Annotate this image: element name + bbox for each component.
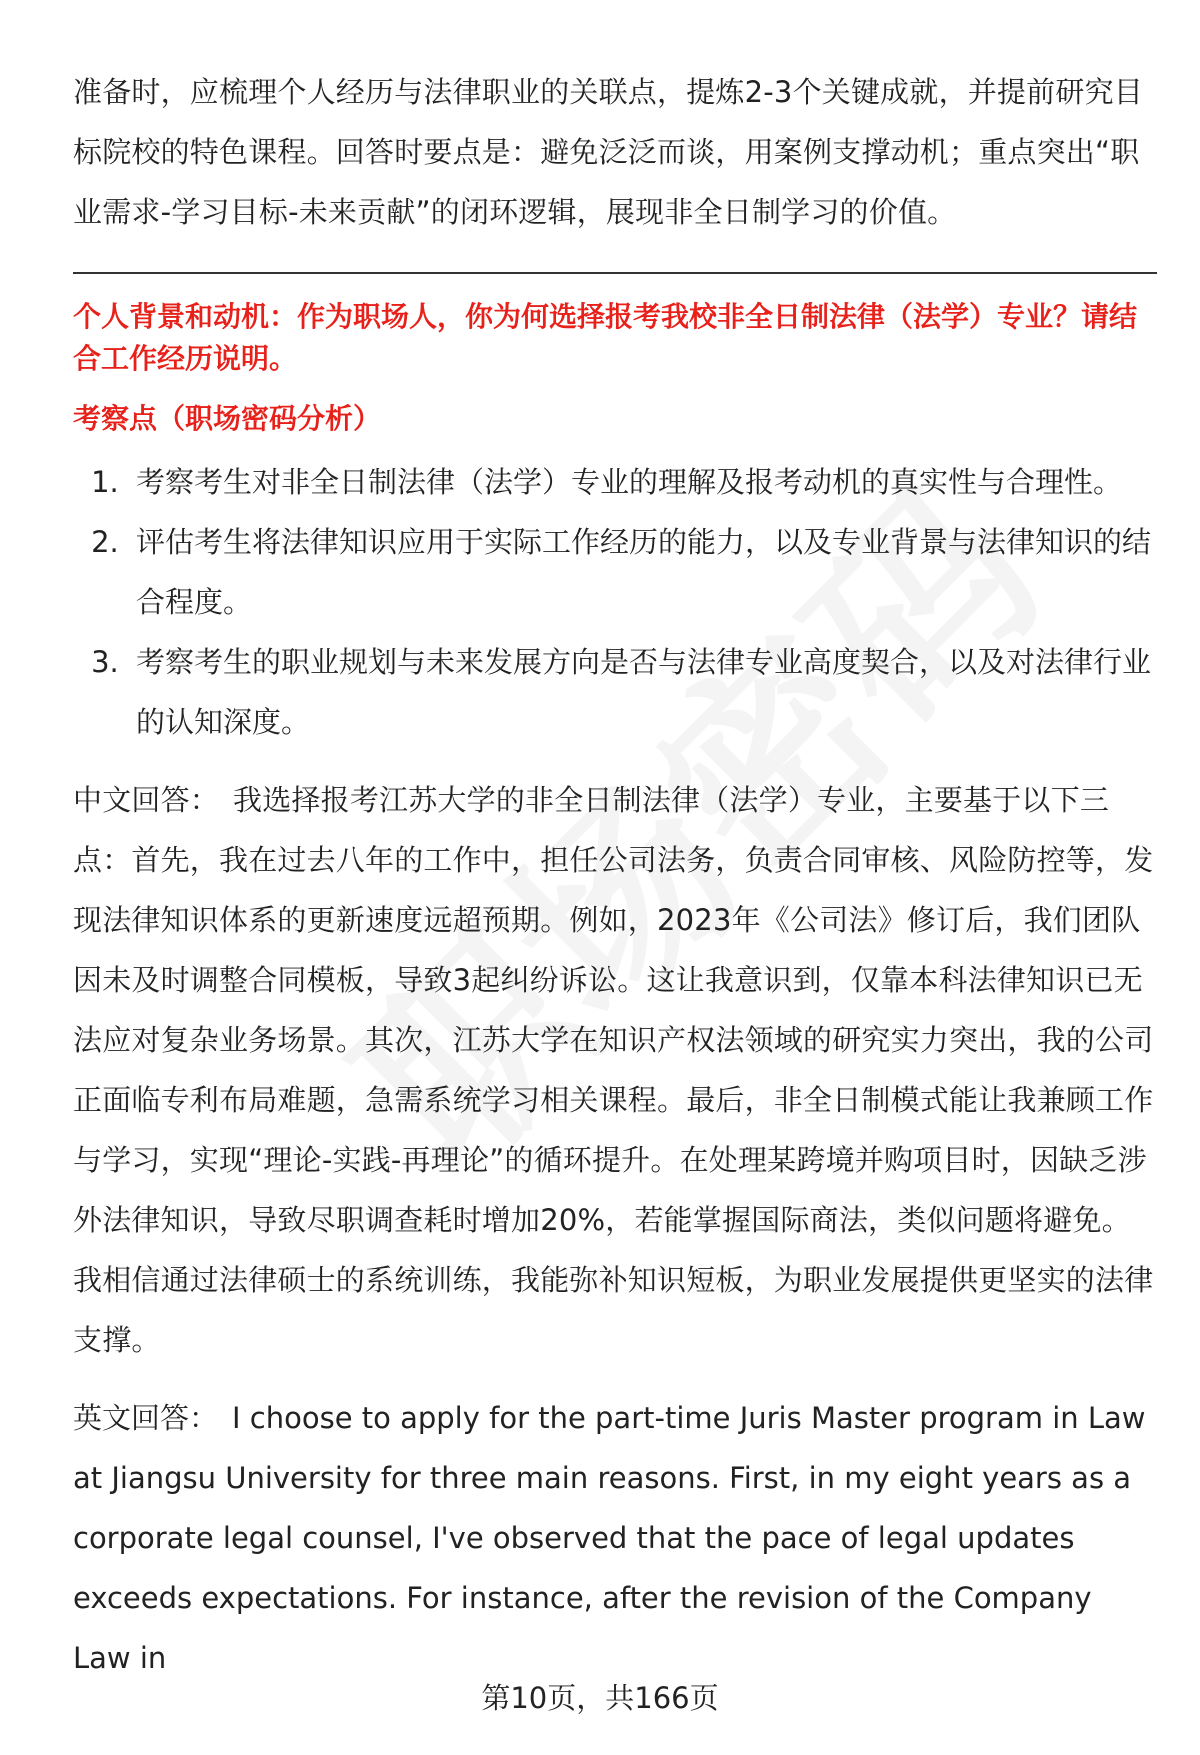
english-answer-text: I choose to apply for the part-time Juris Master program in Law at Jiangsu University for three main reasons. First, in my eight years as a corporate legal counsel, I've observed that the pace of legal updates exceeds expectations. For instance, after the revision of the Company Law in: [73, 1401, 1146, 1675]
chinese-answer-text: 我选择报考江苏大学的非全日制法律（法学）专业，主要基于以下三点：首先，我在过去八年的工作中，担任公司法务，负责合同审核、风险防控等，发现法律知识体系的更新速度远超预期。例如，2023年《公司法》修订后，我们团队因未及时调整合同模板，导致3起纠纷诉讼。这让我意识到，仅靠本科法律知识已无法应对复杂业务场景。其次，江苏大学在知识产权法领域的研究实力突出，我的公司正面临专利布局难题，急需系统学习相关课程。最后，非全日制模式能让我兼顾工作与学习，实现“理论-实践-再理论”的循环提升。在处理某跨境并购项目时，因缺乏涉外法律知识，导致尽职调查耗时增加20%，若能掌握国际商法，类似问题将避免。我相信通过法律硕士的系统训练，我能弥补知识短板，为职业发展提供更坚实的法律支撑。: [73, 783, 1154, 1357]
page-number-footer: 第10页，共166页: [0, 1676, 1200, 1720]
english-answer-label: 英文回答：: [73, 1401, 219, 1435]
assessment-item: 2. 评估考生将法律知识应用于实际工作经历的能力，以及专业背景与法律知识的结合程度。: [128, 512, 1157, 632]
assessment-item: 1. 考察考生对非全日制法律（法学）专业的理解及报考动机的真实性与合理性。: [128, 452, 1157, 512]
interview-question: 个人背景和动机：作为职场人，你为何选择报考我校非全日制法律（法学）专业？请结合工作经历说明。: [73, 300, 1138, 375]
chinese-answer-label: 中文回答：: [73, 783, 220, 817]
section-divider: [73, 272, 1157, 274]
assessment-list: [73, 452, 1157, 752]
assessment-heading: 考察点（职场密码分析）: [73, 402, 382, 435]
english-answer: [73, 1388, 1157, 1688]
intro-paragraph: 准备时，应梳理个人经历与法律职业的关联点，提炼2-3个关键成就，并提前研究目标院校的特色课程。回答时要点是：避免泛泛而谈，用案例支撑动机；重点突出“职业需求-学习目标-未来贡献”的闭环逻辑，展现非全日制学习的价值。: [73, 75, 1143, 229]
assessment-item: 3. 考察考生的职业规划与未来发展方向是否与法律专业高度契合，以及对法律行业的认知深度。: [128, 632, 1157, 752]
document-page: [73, 62, 1157, 1706]
chinese-answer: [73, 770, 1157, 1370]
